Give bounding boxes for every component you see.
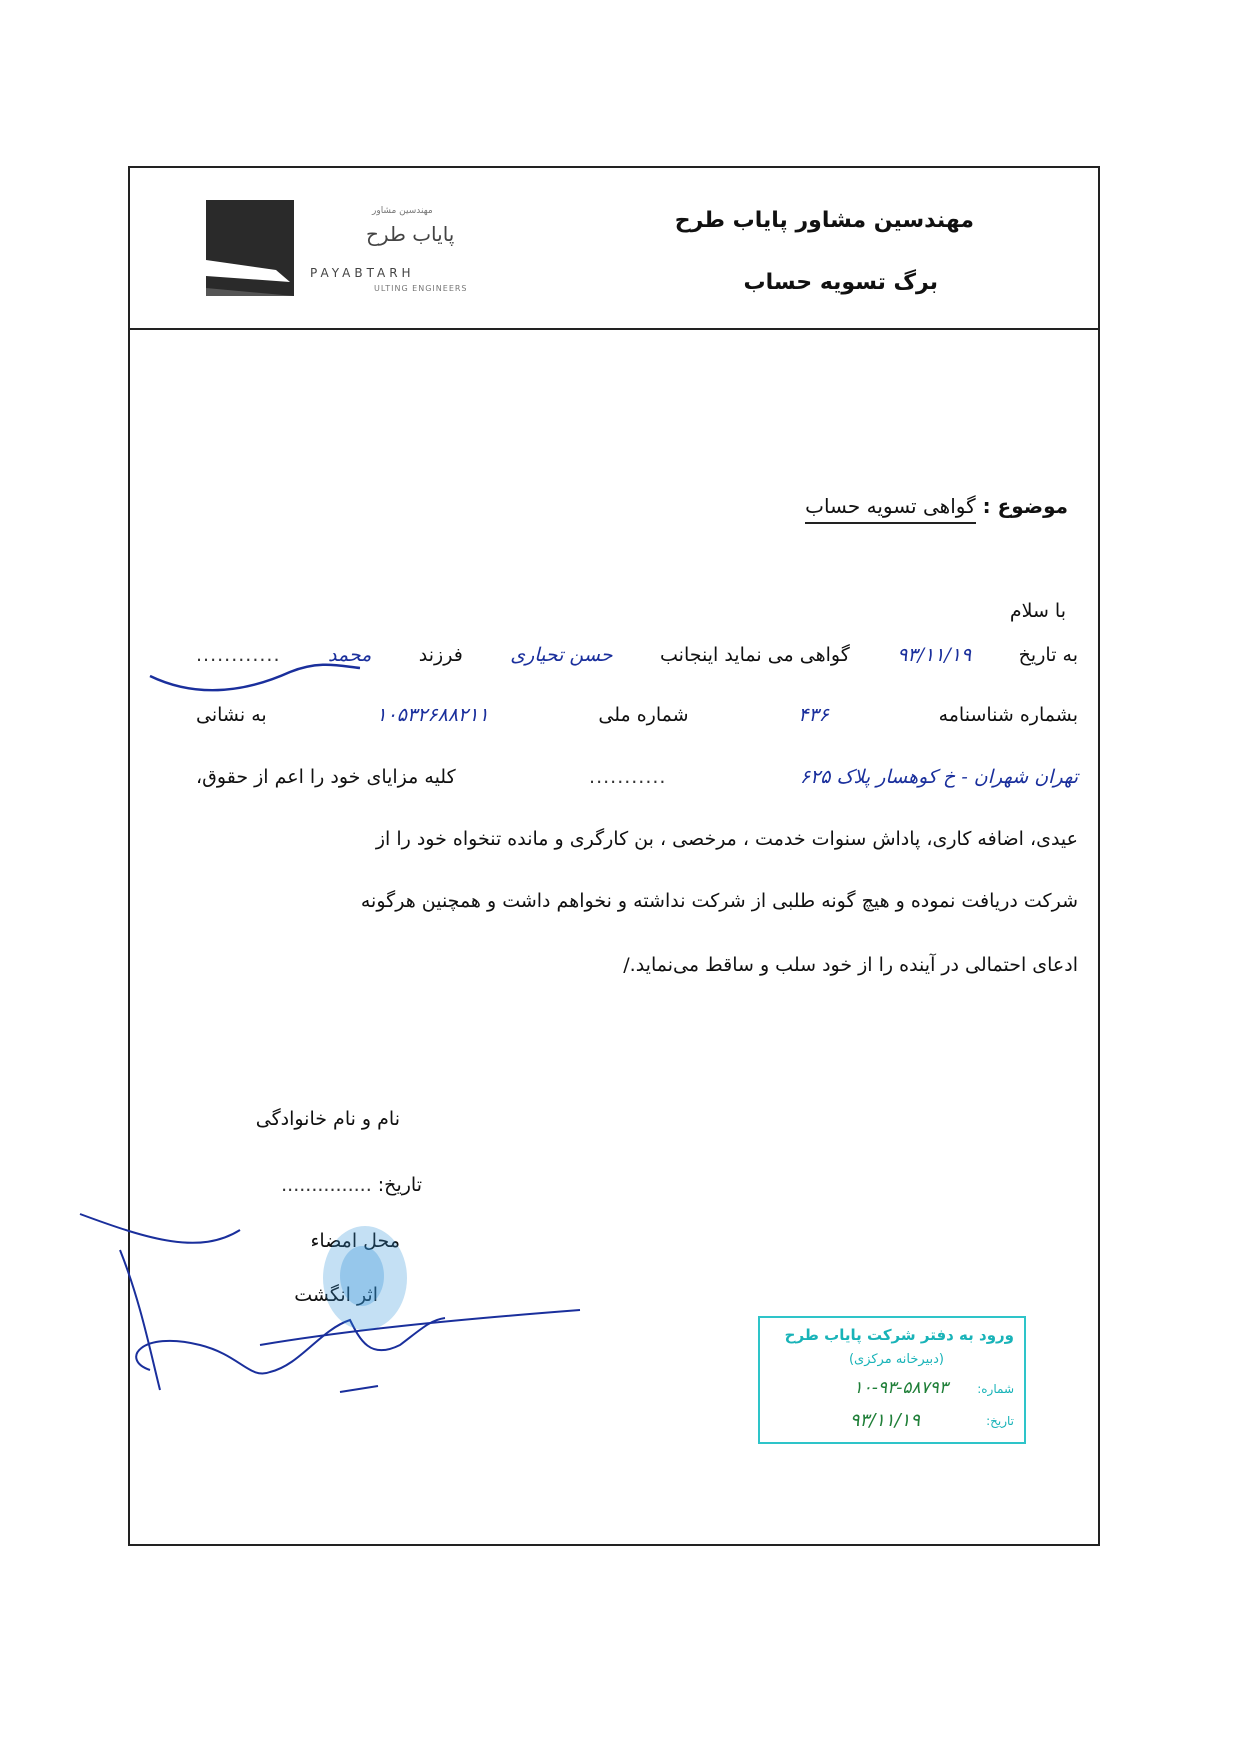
body-line-5: شرکت دریافت نموده و هیچ گونه طلبی از شرکت نداشته و نخواهم داشت و همچنین هرگونه: [360, 890, 1078, 912]
stamp-number-label: شماره:: [977, 1382, 1014, 1396]
logo-text-en: PAYABTARH: [310, 266, 415, 280]
company-logo: [206, 200, 506, 310]
line2-part1: بشماره شناسنامه: [938, 704, 1078, 726]
line1-part2: گواهی می نماید اینجانب: [660, 644, 850, 666]
stamp-number: ۱۰-۹۳-۵۸۷۹۳: [853, 1378, 948, 1398]
handwritten-national-id: ۱۰۵۳۲۶۸۸۲۱۱: [376, 704, 489, 726]
document-frame: [128, 166, 1100, 1546]
line1-part3: فرزند: [418, 644, 463, 666]
line2-part3: به نشانی: [196, 704, 267, 726]
company-name: مهندسین مشاور پایاب طرح: [674, 208, 974, 233]
logo-text-fa: پایاب طرح: [366, 222, 455, 246]
line1-part1: به تاریخ: [1018, 644, 1078, 666]
body-line-2: [196, 704, 1078, 744]
body-line-1: [196, 644, 1078, 684]
date-label-text: تاریخ:: [377, 1174, 422, 1196]
subject-value: گواهی تسویه حساب: [805, 494, 976, 524]
handwritten-name: حسن تحیاری: [510, 644, 613, 666]
form-title: برگ تسویه حساب: [743, 270, 938, 295]
line2-part2: شماره ملی: [598, 704, 689, 726]
logo-text-fa-small: مهندسین مشاور: [372, 206, 433, 216]
line3-part1: کلیه مزایای خود را اعم از حقوق،: [196, 766, 456, 788]
stamp-subtitle: (دبیرخانه مرکزی): [848, 1352, 944, 1367]
fingerprint-label: اثر انگشت: [294, 1284, 378, 1306]
line1-dots: ............: [196, 644, 281, 666]
body-line-4: عیدی، اضافه کاری، پاداش سنوات خدمت ، مرخصی ، بن کارگری و مانده تنخواه خود را از: [375, 828, 1078, 850]
handwritten-father-name: محمد: [327, 644, 372, 666]
logo-text-en-sub: ULTING ENGINEERS: [374, 284, 468, 293]
full-name-label: نام و نام خانوادگی: [255, 1108, 400, 1130]
line3-dots: ...........: [589, 766, 667, 788]
signature-place-label: محل امضاء: [310, 1230, 400, 1252]
body-line-6: ادعای احتمالی در آینده را از خود سلب و ساقط می‌نماید./: [623, 954, 1078, 976]
handwritten-address: تهران شهران - خ کوهسار پلاک ۶۲۵: [799, 766, 1078, 788]
stamp-date: ۹۳/۱۱/۱۹: [849, 1410, 920, 1431]
subject-line: [805, 494, 1068, 524]
registration-stamp: [758, 1316, 1026, 1444]
greeting: با سلام: [1009, 600, 1066, 622]
document-header: [130, 168, 1098, 330]
stamp-title: ورود به دفتر شرکت پایاب طرح: [784, 1326, 1014, 1344]
stamp-date-label: تاریخ:: [986, 1414, 1014, 1428]
body-line-3: [196, 766, 1078, 806]
date-dots: ...............: [281, 1174, 372, 1196]
handwritten-date: ۹۳/۱۱/۱۹: [897, 644, 972, 666]
logo-mark-icon: [206, 200, 294, 296]
handwritten-id-number: ۴۳۶: [798, 704, 829, 726]
signature-date-label: [281, 1174, 422, 1196]
subject-label: موضوع :: [982, 494, 1068, 518]
